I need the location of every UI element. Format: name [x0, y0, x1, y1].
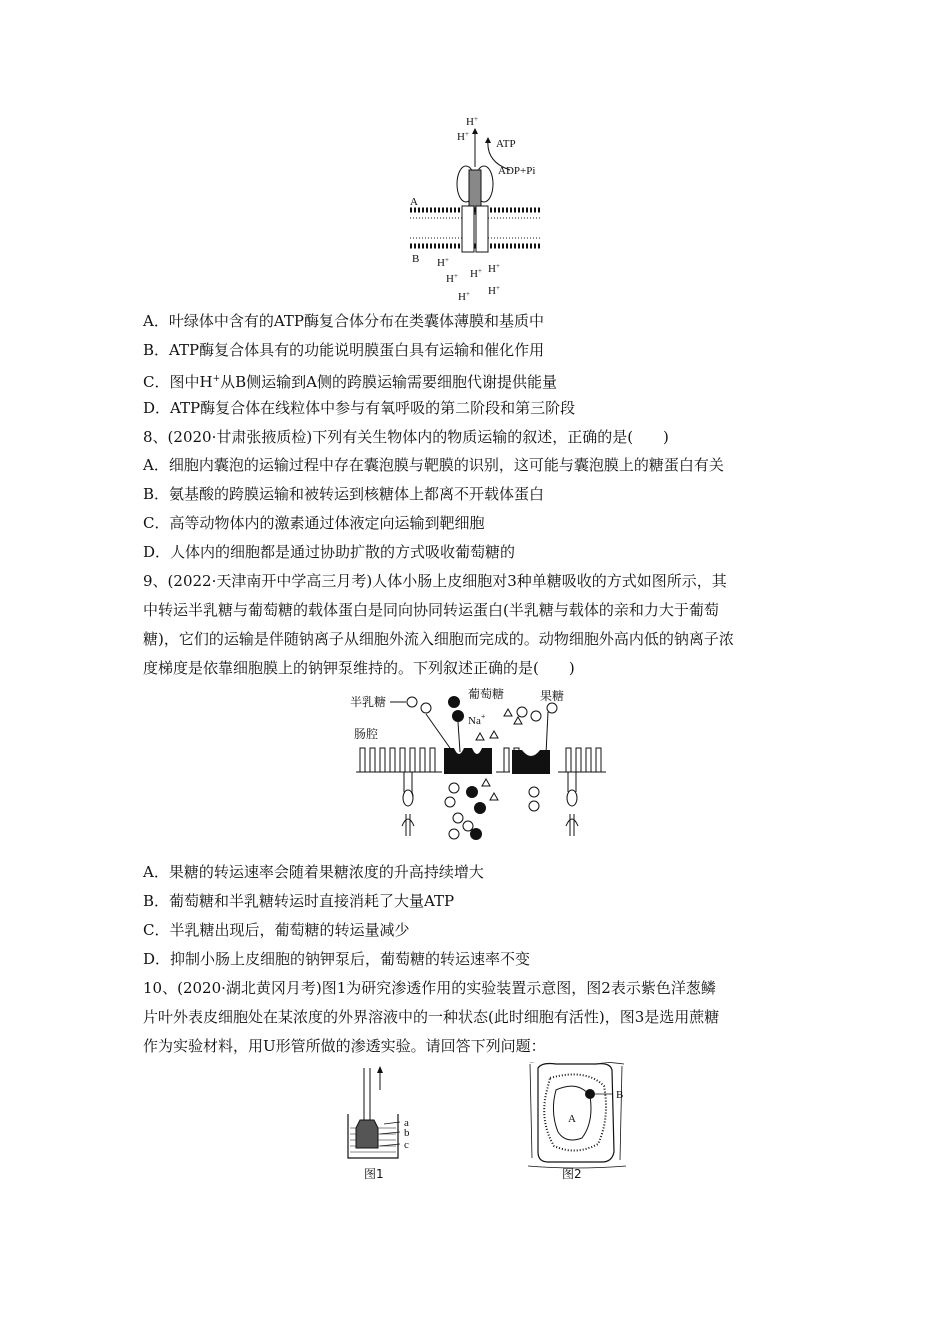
q8-option-a: A．细胞内囊泡的运输过程中存在囊泡膜与靶膜的识别，这可能与囊泡膜上的糖蛋白有关 [143, 456, 724, 474]
svg-text:H+: H+ [470, 267, 482, 280]
svg-text:H+: H+ [458, 290, 470, 303]
glut5-carrier [512, 750, 550, 774]
q9-option-c: C．半乳糖出现后，葡萄糖的转运量减少 [143, 921, 410, 939]
q7-option-c: C．图中H+从B侧运输到A侧的跨膜运输需要细胞代谢提供能量 [143, 373, 557, 391]
q10-stem-line: 作为实验材料，用U形管所做的渗透实验。请回答下列问题： [143, 1037, 546, 1055]
q7-option-d: D．ATP酶复合体在线粒体中参与有氧呼吸的第二阶段和第三阶段 [143, 399, 576, 417]
q8-option-c: C．高等动物体内的激素通过体液定向运输到靶细胞 [143, 514, 485, 532]
galactose-label: 半乳糖 [350, 695, 387, 709]
q9-option-a: A．果糖的转运速率会随着果糖浓度的升高持续增大 [143, 863, 484, 881]
osmosis-apparatus-figure [340, 1064, 430, 1186]
intestine-transport-figure [350, 686, 610, 842]
h-ion-label: H+ [457, 130, 469, 143]
glucose-label: 葡萄糖 [468, 687, 505, 701]
side-a-label: A [410, 196, 418, 208]
fig2-label-a: A [568, 1113, 576, 1125]
q9-stem-line: 糖)，它们的运输是伴随钠离子从细胞外流入细胞而完成的。动物细胞外高内低的钠离子浓 [143, 630, 734, 648]
fig2-label-b: B [616, 1089, 624, 1101]
q8-option-d: D．人体内的细胞都是通过协助扩散的方式吸收葡萄糖的 [143, 543, 516, 561]
side-b-label: B [412, 253, 420, 265]
fig2-caption: 图2 [562, 1167, 582, 1181]
q9-option-d: D．抑制小肠上皮细胞的钠钾泵后，葡萄糖的转运速率不变 [143, 950, 531, 968]
fig1-caption: 图1 [364, 1167, 384, 1181]
sglt-carrier [444, 748, 492, 774]
svg-text:H+: H+ [488, 262, 500, 275]
q8-stem: 8、(2020·甘肃张掖质检)下列有关生物体内的物质运输的叙述，正确的是( ) [143, 428, 669, 446]
fructose-label: 果糖 [540, 689, 565, 703]
plasmolysis-cell-figure [526, 1062, 636, 1186]
fig1-label-a: a [404, 1117, 409, 1129]
nucleus [585, 1089, 595, 1099]
q10-stem-line: 10、(2020·湖北黄冈月考)图1为研究渗透作用的实验装置示意图，图2表示紫色洋葱鳞 [143, 979, 716, 997]
q9-stem-line: 中转运半乳糖与葡萄糖的载体蛋白是同向协同转运蛋白(半乳糖与载体的亲和力大于葡萄 [143, 601, 719, 619]
na-label: Na+ [468, 712, 486, 727]
q8-option-b: B．氨基酸的跨膜运输和被转运到核糖体上都离不开载体蛋白 [143, 485, 545, 503]
q9-stem-line: 9、(2022·天津南开中学高三月考)人体小肠上皮细胞对3种单糖吸收的方式如图所示，其 [143, 572, 727, 590]
q9-stem-line: 度梯度是依靠细胞膜上的钠钾泵维持的。下列叙述正确的是( ) [143, 659, 575, 677]
q9-option-b: B．葡萄糖和半乳糖转运时直接消耗了大量ATP [143, 892, 455, 910]
q7-option-b: B．ATP酶复合体具有的功能说明膜蛋白具有运输和催化作用 [143, 341, 545, 359]
fig1-label-c: c [404, 1139, 409, 1151]
lumen-label: 肠腔 [354, 727, 379, 741]
h-ion-label: H+ [466, 115, 478, 128]
svg-text:H+: H+ [446, 272, 458, 285]
atp-label: ATP [496, 138, 516, 150]
q7-option-a: A．叶绿体中含有的ATP酶复合体分布在类囊体薄膜和基质中 [143, 312, 544, 330]
atp-synthase-figure [400, 112, 560, 304]
q10-stem-line: 片叶外表皮细胞处在某浓度的外界溶液中的一种状态(此时细胞有活性)，图3是选用蔗糖 [143, 1008, 720, 1026]
svg-text:H+: H+ [437, 256, 449, 269]
svg-text:H+: H+ [488, 284, 500, 297]
fig1-label-b: b [404, 1127, 410, 1139]
adp-pi-label: ADP+Pi [498, 165, 536, 177]
